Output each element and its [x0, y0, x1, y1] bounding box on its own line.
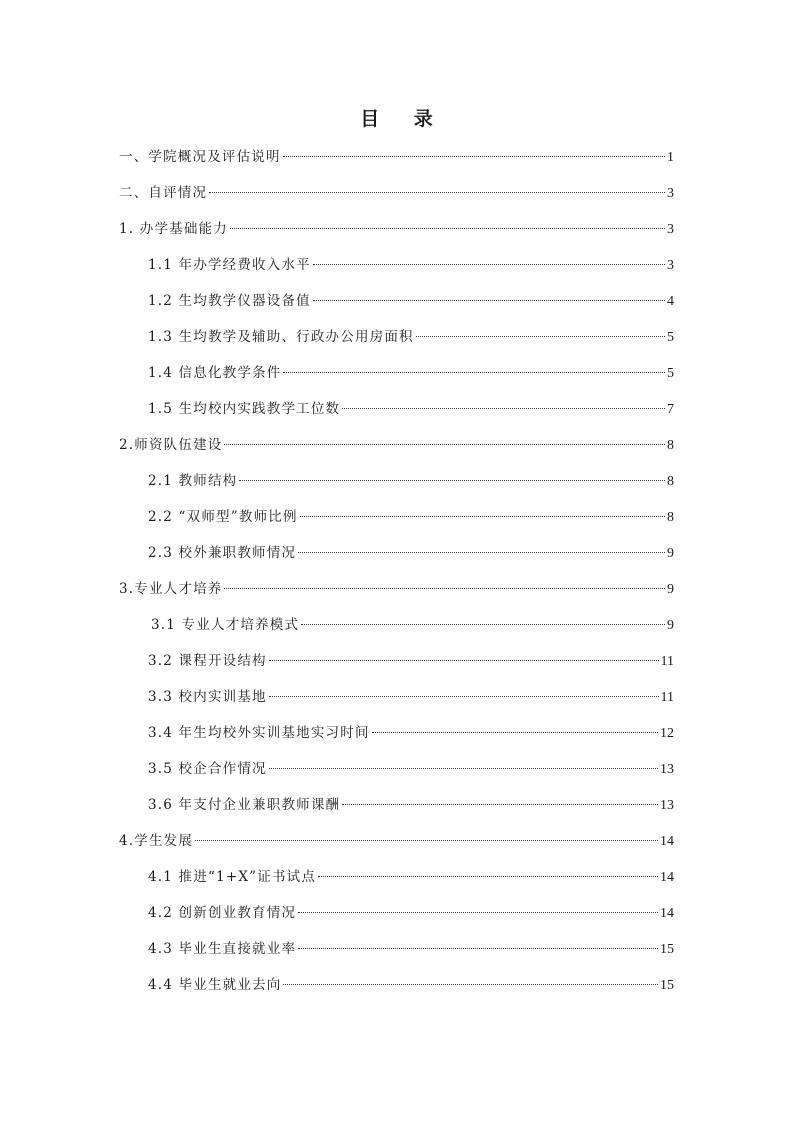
dot-leader [416, 336, 665, 337]
toc-entry-title: 4.4 毕业生就业去向 [148, 977, 282, 993]
page-title: 目 录 [360, 108, 447, 130]
toc-entry-page-number: 3 [667, 222, 674, 237]
toc-entry-title: 4.2 创新创业教育情况 [148, 905, 297, 921]
toc-entry[interactable] [119, 789, 674, 825]
toc-entry[interactable] [119, 141, 674, 177]
dot-leader [313, 300, 665, 301]
toc-entry[interactable] [119, 645, 674, 681]
toc-entry-page-number: 1 [667, 150, 674, 165]
toc-entry-page-number: 3 [667, 186, 674, 201]
toc-entry[interactable] [119, 393, 674, 429]
toc-entry-page-number: 5 [667, 330, 674, 345]
toc-entry[interactable] [119, 717, 674, 753]
toc-entry-title: 1.1 年办学经费收入水平 [148, 257, 311, 273]
toc-entry-page-number: 11 [660, 690, 674, 705]
toc-entry-page-number: 7 [667, 402, 674, 417]
dot-leader [195, 840, 658, 841]
toc-entry-title: 4.学生发展 [119, 833, 194, 849]
dot-leader [269, 696, 659, 697]
dot-leader [283, 372, 665, 373]
toc-entry-title: 一、学院概况及评估说明 [119, 149, 281, 165]
toc-entry[interactable] [119, 429, 674, 465]
toc-entry-title: 1.4 信息化教学条件 [148, 365, 282, 381]
toc-entry-title: 2.3 校外兼职教师情况 [148, 545, 297, 561]
toc-entry[interactable] [119, 177, 674, 213]
toc-entry-page-number: 11 [660, 654, 674, 669]
toc-entry[interactable] [119, 753, 674, 789]
toc-entry[interactable] [119, 861, 674, 897]
toc-entry[interactable] [119, 969, 674, 1005]
toc-entry-page-number: 14 [660, 870, 674, 885]
toc-entry-title: 1.5 生均校内实践教学工位数 [148, 401, 341, 417]
dot-leader [298, 912, 658, 913]
toc-entry[interactable] [119, 609, 674, 645]
toc-entry-page-number: 14 [660, 906, 674, 921]
toc-entry-title: 3.专业人才培养 [119, 581, 223, 597]
toc-entry-page-number: 13 [660, 798, 674, 813]
toc-entry[interactable] [119, 897, 674, 933]
toc-entry[interactable] [119, 573, 674, 609]
dot-leader [269, 660, 659, 661]
toc-entry-title: 2.师资队伍建设 [119, 437, 223, 453]
toc-entry-title: 1.3 生均教学及辅助、行政办公用房面积 [148, 329, 414, 345]
dot-leader [283, 984, 658, 985]
toc-entry-page-number: 15 [660, 978, 674, 993]
dot-leader [224, 444, 665, 445]
toc-entry-page-number: 15 [660, 942, 674, 957]
toc-entry-title: 3.6 年支付企业兼职教师课酬 [148, 797, 341, 813]
toc-entry[interactable] [119, 933, 674, 969]
toc-entry-page-number: 4 [667, 294, 674, 309]
toc-entry-page-number: 8 [667, 474, 674, 489]
toc-entry[interactable] [119, 249, 674, 285]
toc-entry[interactable] [119, 465, 674, 501]
toc-entry[interactable] [119, 321, 674, 357]
toc-entry-title: 3.2 课程开设结构 [148, 653, 267, 669]
toc-entry-title: 2.1 教师结构 [148, 473, 238, 489]
dot-leader [298, 948, 658, 949]
toc-entry-page-number: 12 [660, 726, 674, 741]
dot-leader [283, 156, 665, 157]
dot-leader [301, 624, 665, 625]
dot-leader [318, 876, 658, 877]
dot-leader [269, 768, 658, 769]
dot-leader [224, 588, 665, 589]
dot-leader [239, 480, 665, 481]
toc-entry-title: 1. 办学基础能力 [119, 221, 228, 237]
toc-entry-title: 3.5 校企合作情况 [148, 761, 267, 777]
table-of-contents [119, 141, 674, 1005]
dot-leader [230, 228, 665, 229]
toc-entry[interactable] [119, 213, 674, 249]
toc-entry-page-number: 3 [667, 258, 674, 273]
toc-entry[interactable] [119, 825, 674, 861]
toc-entry-page-number: 9 [667, 582, 674, 597]
dot-leader [342, 408, 665, 409]
toc-entry-title: 4.3 毕业生直接就业率 [148, 941, 297, 957]
dot-leader [298, 552, 665, 553]
dot-leader [209, 192, 665, 193]
toc-entry[interactable] [119, 357, 674, 393]
toc-entry-title: 3.3 校内实训基地 [148, 689, 267, 705]
dot-leader [342, 804, 658, 805]
toc-entry-title: 3.1 专业人才培养模式 [151, 617, 300, 633]
toc-entry-page-number: 13 [660, 762, 674, 777]
toc-entry-title: 1.2 生均教学仪器设备值 [148, 293, 311, 309]
toc-entry[interactable] [119, 537, 674, 573]
dot-leader [313, 264, 665, 265]
toc-entry-page-number: 14 [660, 834, 674, 849]
toc-entry-page-number: 5 [667, 366, 674, 381]
toc-entry-page-number: 8 [667, 510, 674, 525]
dot-leader [372, 732, 658, 733]
toc-entry-page-number: 9 [667, 546, 674, 561]
toc-entry[interactable] [119, 681, 674, 717]
toc-entry-title: 2.2 “双师型”教师比例 [148, 509, 298, 525]
toc-entry-page-number: 9 [667, 618, 674, 633]
toc-entry-title: 二、自评情况 [119, 185, 208, 201]
toc-entry-title: 3.4 年生均校外实训基地实习时间 [148, 725, 370, 741]
toc-entry[interactable] [119, 285, 674, 321]
toc-entry[interactable] [119, 501, 674, 537]
dot-leader [300, 516, 665, 517]
toc-entry-page-number: 8 [667, 438, 674, 453]
toc-entry-title: 4.1 推进“1+X”证书试点 [148, 869, 317, 885]
